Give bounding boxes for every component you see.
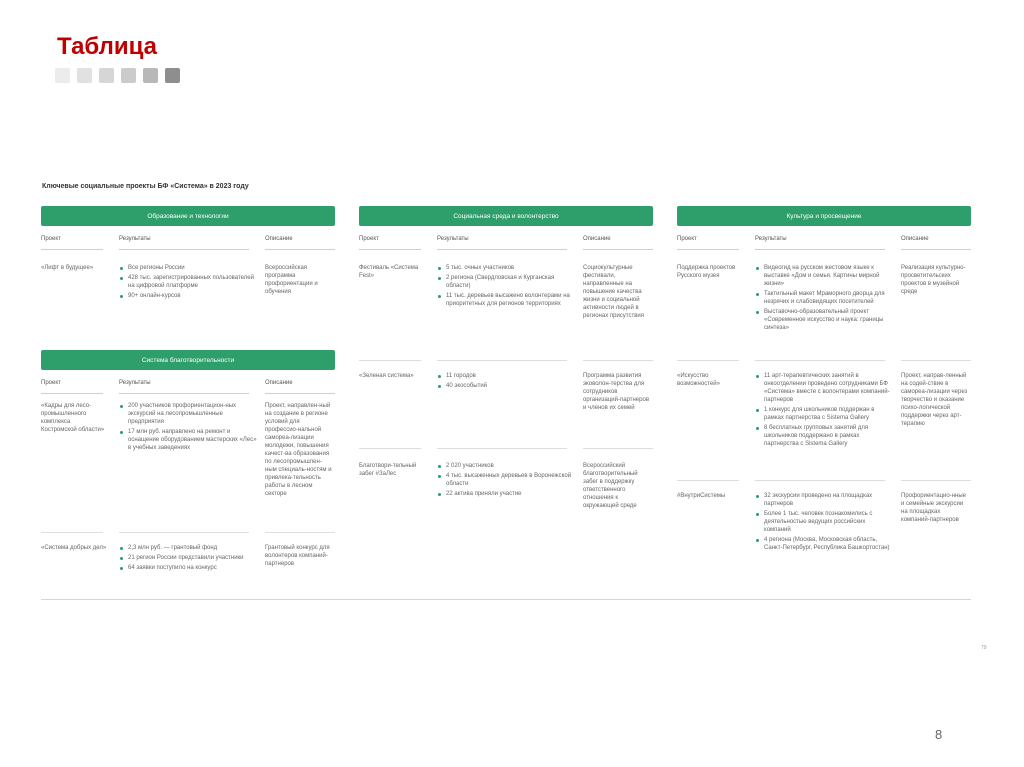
table-row — [41, 544, 335, 594]
result-item: 2 региона (Свердловская и Курганская области) — [437, 274, 575, 290]
table-header — [41, 376, 335, 396]
header-description: Описание — [265, 236, 293, 242]
bottom-divider — [41, 599, 971, 600]
decor-square — [99, 68, 114, 83]
results-list — [119, 544, 257, 574]
project-description: Реализация культурно-просветительских проектов в музейной среде — [901, 265, 966, 295]
table-header — [41, 232, 335, 252]
slide-title: Таблица — [57, 33, 158, 60]
table-row — [41, 402, 335, 540]
result-item: 17 млн руб. направлено на ремонт и оснащение оборудованием мастерских «Лес» в учебных заведениях — [119, 428, 257, 452]
decor-square — [165, 68, 180, 83]
section-header: Культура и просвещение — [677, 206, 971, 226]
result-item: Тактильный макет Мраморного дворца для незрячих и слабовидящих посетителей — [755, 290, 893, 306]
project-name: Поддержка проектов Русского музея — [677, 265, 736, 279]
result-item: Выставочно-образовательный проект «Современное искусство и наука: границы синтеза» — [755, 308, 893, 332]
table-row — [677, 264, 971, 368]
row-divider — [359, 360, 653, 361]
row-divider — [359, 448, 653, 449]
results-list — [755, 264, 893, 334]
result-item: 4 тыс. высаженных деревьев в Воронежской области — [437, 472, 575, 488]
title-decoration — [55, 68, 180, 83]
header-description: Описание — [265, 380, 293, 386]
row-divider — [677, 360, 971, 361]
results-list — [755, 492, 893, 554]
result-item: 2 020 участников — [437, 462, 575, 470]
project-name: Благотвори-тельный забег #ЗаЛес — [359, 463, 417, 477]
result-item: 90+ онлайн-курсов — [119, 292, 257, 300]
header-project: Проект — [41, 236, 61, 242]
project-description: Проект, направ-ленный на содей-ствие в самореа-лизации через творчество и оказание психо-логической поддержки через арт-терапию — [901, 373, 968, 427]
table-row — [41, 264, 335, 350]
result-item: 64 заявки поступило на конкурс — [119, 564, 257, 572]
project-description: Проект, направлен-ный на создание в регионе условий для профессио-нальной самореа-лизации молодежи, повышения качест-ва образования по лесопромышлен-ным специаль-ностям и привлека-тельность работы в лесном секторе — [265, 403, 332, 497]
document-title: Ключевые социальные проекты БФ «Система» в 2023 году — [42, 183, 249, 190]
project-description: Всероссийский благотворительный забег в поддержку ответственного отношения к окружающей среде — [583, 463, 638, 509]
header-results: Результаты — [437, 236, 469, 242]
column-2 — [359, 206, 653, 532]
result-item: 200 участников профориентацион-ных экскурсий на лесопромышленные предприятия — [119, 402, 257, 426]
project-name: #ВнутриСистемы — [677, 493, 726, 499]
table-row — [677, 372, 971, 488]
header-project: Проект — [359, 236, 379, 242]
result-item: 4 региона (Москва, Московская область, Санкт-Петербург, Республика Башкортостан) — [755, 536, 893, 552]
column-3 — [677, 206, 971, 574]
project-description: Всероссийская программа профориентации и обучения — [265, 265, 318, 295]
table-header — [677, 232, 971, 252]
result-item: Более 1 тыс. человек познакомились с деятельностью ведущих российских компаний — [755, 510, 893, 534]
row-divider — [677, 480, 971, 481]
results-list — [119, 402, 257, 454]
project-description: Профориентацио-нные и семейные экскурсии на площадках компаний-партнеров — [901, 493, 967, 523]
column-1 — [41, 206, 335, 594]
results-list — [755, 372, 893, 450]
project-name: Фестиваль «Система Fest» — [359, 265, 419, 279]
header-results: Результаты — [755, 236, 787, 242]
project-description: Программа развития эковолон-терства для сотрудников организаций-партнеров и членов их семей — [583, 373, 650, 411]
results-list — [437, 372, 575, 392]
section-header: Образование и технологии — [41, 206, 335, 226]
result-item: 11 тыс. деревьев высажено волонтерами на приоритетных для регионов территориях — [437, 292, 575, 308]
result-item: 11 городов — [437, 372, 575, 380]
table-row — [677, 492, 971, 574]
header-project: Проект — [677, 236, 697, 242]
result-item: 1 конкурс для школьников поддержан в рамках партнерства с Sistema Gallery — [755, 406, 893, 422]
decor-square — [77, 68, 92, 83]
result-item: Видеогид на русском жестовом языке к выставке «Дом и семья. Картины мирной жизни» — [755, 264, 893, 288]
result-item: 8 бесплатных групповых занятий для школьников поддержано в рамках партнерства с Sistema Gallery — [755, 424, 893, 448]
results-list — [437, 462, 575, 500]
header-project: Проект — [41, 380, 61, 386]
table-row — [359, 264, 653, 368]
result-item: 21 регион России представили участники — [119, 554, 257, 562]
header-description: Описание — [901, 236, 929, 242]
header-results: Результаты — [119, 236, 151, 242]
project-name: «Кадры для лесо-промышленного комплекса Костромской области» — [41, 403, 105, 433]
page-number: 8 — [935, 727, 943, 742]
header-description: Описание — [583, 236, 611, 242]
project-name: «Искусство возможностей» — [677, 373, 720, 387]
result-item: 40 экособытий — [437, 382, 575, 390]
table-row — [359, 372, 653, 458]
project-name: «Система добрых дел» — [41, 545, 107, 551]
result-item: 2,3 млн руб. — грантовый фонд — [119, 544, 257, 552]
decor-square — [55, 68, 70, 83]
decor-square — [143, 68, 158, 83]
results-list — [119, 264, 257, 302]
result-item: 32 экскурсии проведено на площадках партнеров — [755, 492, 893, 508]
project-name: «Лифт в будущее» — [41, 265, 94, 271]
section-header: Социальная среда и волонтерство — [359, 206, 653, 226]
result-item: 428 тыс. зарегистрированных пользователей на цифровой платформе — [119, 274, 257, 290]
corner-mark: 79 — [981, 645, 987, 651]
result-item: Все регионы России — [119, 264, 257, 272]
result-item: 5 тыс. очных участников — [437, 264, 575, 272]
header-results: Результаты — [119, 380, 151, 386]
result-item: 22 актива приняли участие — [437, 490, 575, 498]
section-header: Система благотворительности — [41, 350, 335, 370]
decor-square — [121, 68, 136, 83]
result-item: 11 арт-терапевтических занятий в онкоотделении проведено сотрудниками БФ «Система» вместе с волонтерами компаний-партнеров — [755, 372, 893, 404]
row-divider — [41, 532, 335, 533]
project-name: «Зеленая система» — [359, 373, 414, 379]
table-header — [359, 232, 653, 252]
project-description: Социокультурные фестивали, направленные на повышение качества жизни и социальной активности людей в регионах присутствия — [583, 265, 645, 319]
project-description: Грантовый конкурс для волонтеров компаний-партнеров — [265, 545, 330, 567]
results-list — [437, 264, 575, 310]
table-row — [359, 462, 653, 532]
